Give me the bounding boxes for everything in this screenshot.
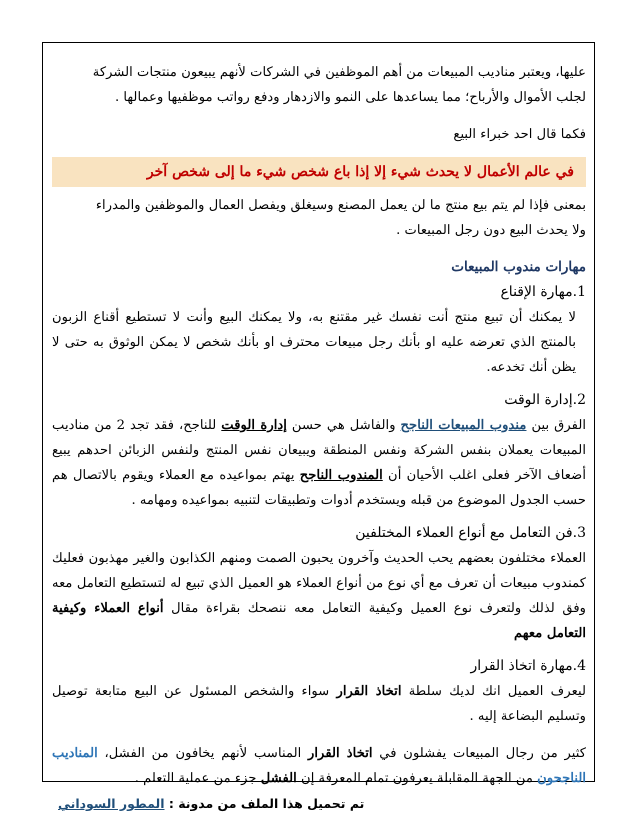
footer-credit [58, 796, 364, 811]
skill-4-text [52, 679, 586, 729]
skill-2-part-1: الفرق بين [526, 418, 587, 433]
footer-author-link[interactable]: المطور السوداني [58, 796, 165, 811]
closing-part-3: من الجهة المقابلة يعرفون تمام المعرفة إن [296, 771, 538, 786]
successful-agent-term: المندوب الناجح [299, 468, 383, 483]
quote-intro: فكما قال احد خبراء البيع [453, 127, 586, 142]
skill-2-part-3: للناجح، فقد تجد 2 من مناديب المبيعات يعملان بنفس الشركة ونفس المنطقة ويبيعان نفس المنتج ولنفس الزبائن احدهم يبيع أضعاف الآخر فعلى اغلب الأحيان أن [52, 418, 586, 483]
skill-3-part-1: العملاء مختلفون بعضهم يحب الحديث وآخرون يحبون الصمت ومنهم الكذابون والغير مهذبون فعليك كمندوب مبيعات أن تعرف مع أي نوع من أنواع العملاء هو العميل الذي تبيع له لتستطيع التعامل معه وفق لذلك ولتعرف نوع العميل وكيفية التعامل معه ننصحك بقراءة مقال [52, 551, 586, 616]
skill-1-text: لا يمكنك أن تبيع منتج أنت نفسك غير مقتنع به، ولا يمكنك البيع وأنت لا تستطيع أقناع الزبون بالمنتج الذي تعرضه عليه او بأنك رجل مبيعات محترف او بأنك شخص لا يمكن الوثوق به حتى لا يظن أنك تخدعه. [52, 310, 576, 375]
time-management-term: إدارة الوقت [221, 418, 287, 433]
intro-line-2: لجلب الأموال والأرباح؛ مما يساعدها على النمو والازدهار ودفع رواتب موظفيها وعمالها . [114, 90, 586, 105]
explanation-line-2: ولا يحدث البيع دون رجل المبيعات . [396, 223, 586, 238]
intro-line-1: عليها، ويعتبر مناديب المبيعات من أهم الموظفين في الشركات لأنهم يبيعون منتجات الشركة [92, 65, 586, 80]
closing-part-1: كثير من رجال المبيعات يفشلون في [372, 746, 586, 761]
decision-making-term: اتخاذ القرار [336, 684, 402, 699]
skill-3-text [52, 546, 586, 646]
skill-4-title: 4.مهارة اتخاذ القرار [470, 658, 586, 674]
closing-part-2: المناسب لأنهم يخافون من الفشل، [97, 746, 309, 761]
closing-paragraph [52, 741, 586, 791]
footer-prefix: تم تحميل هذا الملف من مدونة : [164, 796, 365, 811]
closing-part-4: جزء من عملية التعلم . [134, 771, 261, 786]
document-body [52, 60, 586, 791]
closing-decision-term: اتخاذ القرار [308, 746, 373, 761]
skill-1-title: 1.مهارة الإقناع [500, 284, 586, 300]
skills-heading: مهارات مندوب المبيعات [451, 259, 586, 275]
skill-4-part-1: ليعرف العميل انك لديك سلطة [401, 684, 586, 699]
skill-2-part-2: والفاشل هي حسن [286, 418, 401, 433]
skill-2-text [52, 413, 586, 513]
successful-rep-term: مندوب المبيعات الناجح [400, 418, 527, 433]
customer-types-article: أنواع العملاء وكيفية التعامل معهم [52, 601, 586, 641]
skill-2-part-4: يهتم بمواعيده مع العملاء ويقوم بالاتصال هم حسب الجدول الموضوع من قبله ويستخدم أدوات وتطبيقات لتنبيه بمواعيده ومهامه . [52, 468, 586, 508]
failure-term: الفشل [260, 771, 297, 786]
skill-3-title: 3.فن التعامل مع أنواع العملاء المختلفين [355, 525, 586, 541]
successful-reps-term: المناديب الناجحون [52, 746, 586, 786]
explanation-line-1: بمعنى فإذا لم يتم بيع منتج ما لن يعمل المصنع وسيغلق ويفصل العمال والموظفين والمدراء [95, 198, 586, 213]
skill-4-part-2: سواء والشخص المسئول عن البيع متابعة توصيل وتسليم البضاعة إليه . [52, 684, 586, 724]
skill-2-title: 2.إدارة الوقت [504, 392, 586, 408]
highlighted-quote: في عالم الأعمال لا يحدث شيء إلا إذا باع شخص شيء ما إلى شخص آخر [52, 157, 586, 187]
